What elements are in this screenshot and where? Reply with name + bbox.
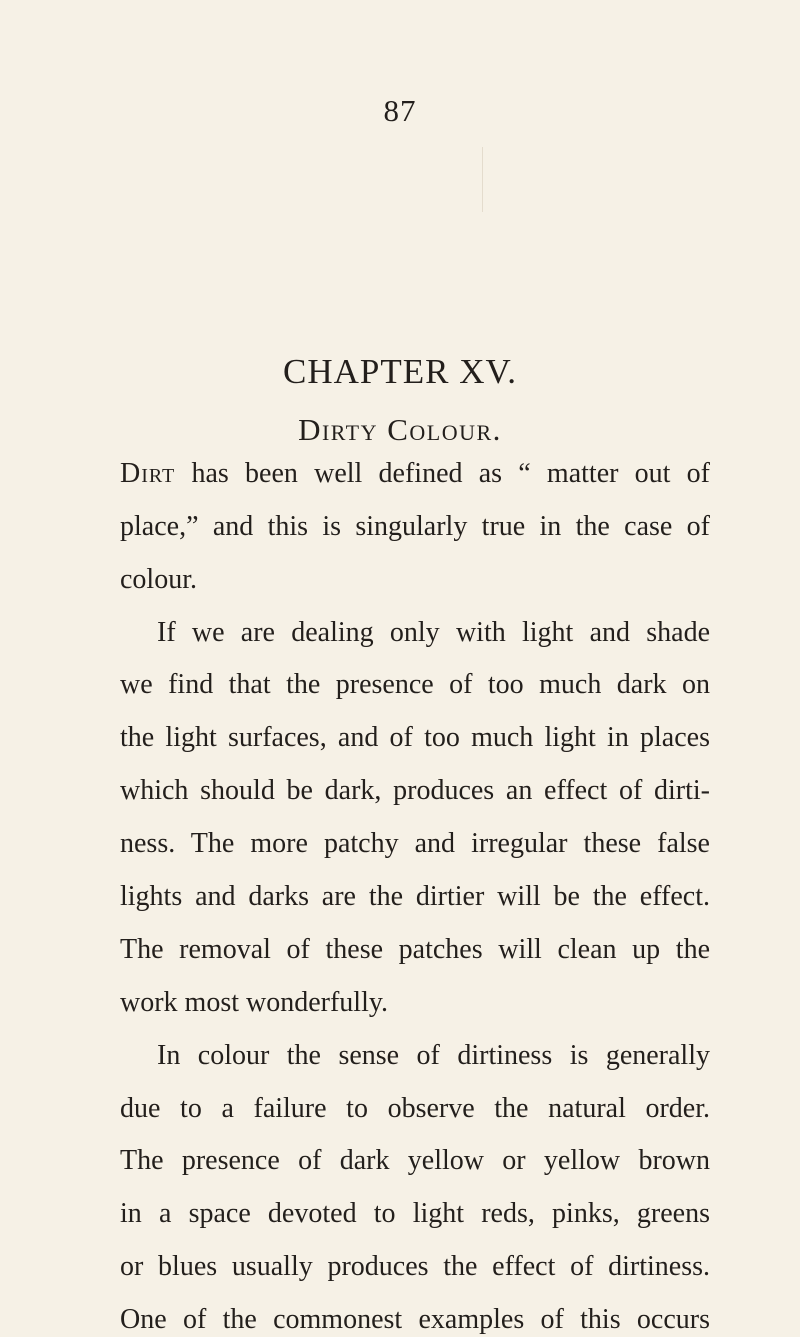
text-line: in a space devoted to light reds, pinks, greens <box>120 1198 710 1229</box>
text-line: If we are dealing only with light and shade <box>157 617 710 648</box>
text-line: One of the commonest examples of this occurs <box>120 1304 710 1335</box>
text-line: work most wonderfully. <box>120 987 389 1018</box>
chapter-title: CHAPTER XV. <box>282 352 517 391</box>
text-line: The removal of these patches will clean up the <box>120 934 710 965</box>
text-first-word: Dirt <box>120 458 176 489</box>
page-number: 87 <box>383 93 417 128</box>
section-title: Dirty Colour. <box>298 412 502 447</box>
text-line: due to a failure to observe the natural order. <box>120 1093 710 1124</box>
text-line: In colour the sense of dirtiness is generally <box>157 1040 710 1071</box>
text-line: ness. The more patchy and irregular these false <box>120 828 710 859</box>
text-line: colour. <box>120 564 197 595</box>
text-line-content: has been well defined as “ matter out of <box>175 458 710 489</box>
text-line: the light surfaces, and of too much light in places <box>120 722 710 753</box>
text-line: which should be dark, produces an effect of dirti- <box>120 775 710 806</box>
margin-mark <box>482 147 483 212</box>
text-line: place,” and this is singularly true in the case of <box>120 511 710 542</box>
text-line: lights and darks are the dirtier will be the effect. <box>120 881 710 912</box>
text-line: The presence of dark yellow or yellow brown <box>120 1145 710 1176</box>
text-line: we find that the presence of too much dark on <box>120 669 710 700</box>
text-line <box>120 457 710 491</box>
text-line: or blues usually produces the effect of dirtiness. <box>120 1251 710 1282</box>
